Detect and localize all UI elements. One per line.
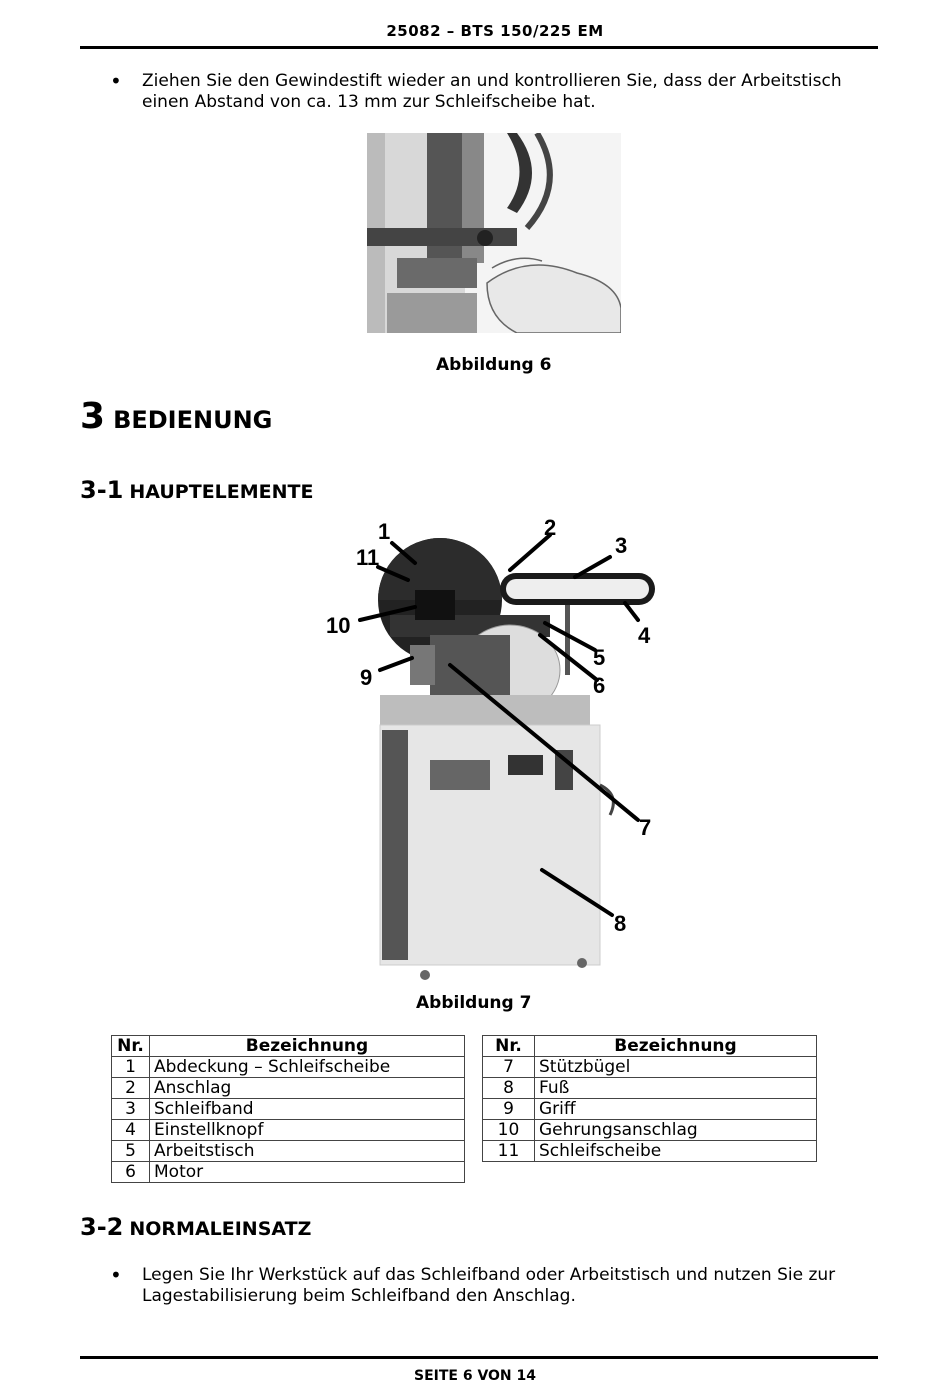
bullet-icon: •	[110, 69, 122, 93]
table-row	[112, 1057, 465, 1078]
section-3-1-title: HAUPTELEMENTE	[129, 481, 314, 503]
callout-1: 1	[378, 519, 391, 544]
part-number: 7	[483, 1057, 535, 1078]
intro-text: Ziehen Sie den Gewindestift wieder an und kontrollieren Sie, dass der Arbeitstisch einen Abstand von ca. 13 mm zur Schleifscheibe hat.	[142, 71, 842, 112]
part-name: Schleifband	[150, 1099, 465, 1120]
footer-rule	[80, 1356, 878, 1359]
table-row	[112, 1120, 465, 1141]
table-row	[112, 1162, 465, 1183]
table-row	[483, 1078, 817, 1099]
part-number: 9	[483, 1099, 535, 1120]
callout-5: 5	[593, 645, 606, 670]
part-name: Motor	[150, 1162, 465, 1183]
header-rule	[80, 46, 878, 49]
part-number: 1	[112, 1057, 150, 1078]
column-header-nr: Nr.	[112, 1036, 150, 1057]
callout-9: 9	[360, 665, 373, 690]
table-row	[483, 1099, 817, 1120]
document-header: 25082 – BTS 150/225 EM	[386, 22, 604, 40]
table-header-row	[483, 1036, 817, 1057]
column-header-bezeichnung: Bezeichnung	[535, 1036, 817, 1057]
part-number: 3	[112, 1099, 150, 1120]
part-name: Einstellknopf	[150, 1120, 465, 1141]
figure-7-caption: Abbildung 7	[416, 993, 532, 1013]
callout-10: 10	[326, 613, 351, 638]
callout-8: 8	[614, 911, 627, 936]
figure-6-caption: Abbildung 6	[436, 355, 552, 375]
part-name: Griff	[535, 1099, 817, 1120]
part-name: Anschlag	[150, 1078, 465, 1099]
part-number: 11	[483, 1141, 535, 1162]
figure-6-photo	[367, 133, 621, 333]
table-row	[483, 1057, 817, 1078]
section-3-2-number: 3-2	[80, 1213, 124, 1241]
callout-7: 7	[639, 815, 652, 840]
part-name: Gehrungsanschlag	[535, 1120, 817, 1141]
callout-3: 3	[615, 533, 628, 558]
table-row	[483, 1141, 817, 1162]
column-header-bezeichnung: Bezeichnung	[150, 1036, 465, 1057]
callout-11: 11	[356, 545, 380, 570]
section-3-2-heading	[80, 1213, 311, 1241]
section-3-1-number: 3-1	[80, 476, 124, 504]
table-row	[112, 1099, 465, 1120]
usage-text: Legen Sie Ihr Werkstück auf das Schleifband oder Arbeitstisch und nutzen Sie zur Lagestabilisierung beim Schleifband den Anschlag.	[142, 1265, 836, 1306]
section-3-2-title: NORMALEINSATZ	[129, 1218, 312, 1240]
callout-2: 2	[544, 515, 557, 540]
part-number: 10	[483, 1120, 535, 1141]
parts-table-left	[111, 1035, 465, 1183]
section-3-title: BEDIENUNG	[113, 406, 273, 434]
table-row	[483, 1120, 817, 1141]
part-number: 2	[112, 1078, 150, 1099]
parts-table-right	[482, 1035, 817, 1162]
part-number: 6	[112, 1162, 150, 1183]
part-number: 5	[112, 1141, 150, 1162]
column-header-nr: Nr.	[483, 1036, 535, 1057]
figure-7-photo	[320, 515, 670, 990]
part-name: Stützbügel	[535, 1057, 817, 1078]
page-footer: SEITE 6 VON 14	[413, 1368, 537, 1384]
part-name: Arbeitstisch	[150, 1141, 465, 1162]
table-header-row	[112, 1036, 465, 1057]
table-row	[112, 1141, 465, 1162]
part-name: Schleifscheibe	[535, 1141, 817, 1162]
section-3-heading	[80, 396, 272, 437]
part-number: 8	[483, 1078, 535, 1099]
part-name: Fuß	[535, 1078, 817, 1099]
callout-4: 4	[638, 623, 651, 648]
part-name: Abdeckung – Schleifscheibe	[150, 1057, 465, 1078]
table-row	[112, 1078, 465, 1099]
part-number: 4	[112, 1120, 150, 1141]
section-3-1-heading	[80, 476, 314, 504]
callout-6: 6	[593, 673, 606, 698]
bullet-icon: •	[110, 1263, 122, 1287]
section-3-number: 3	[80, 396, 106, 437]
